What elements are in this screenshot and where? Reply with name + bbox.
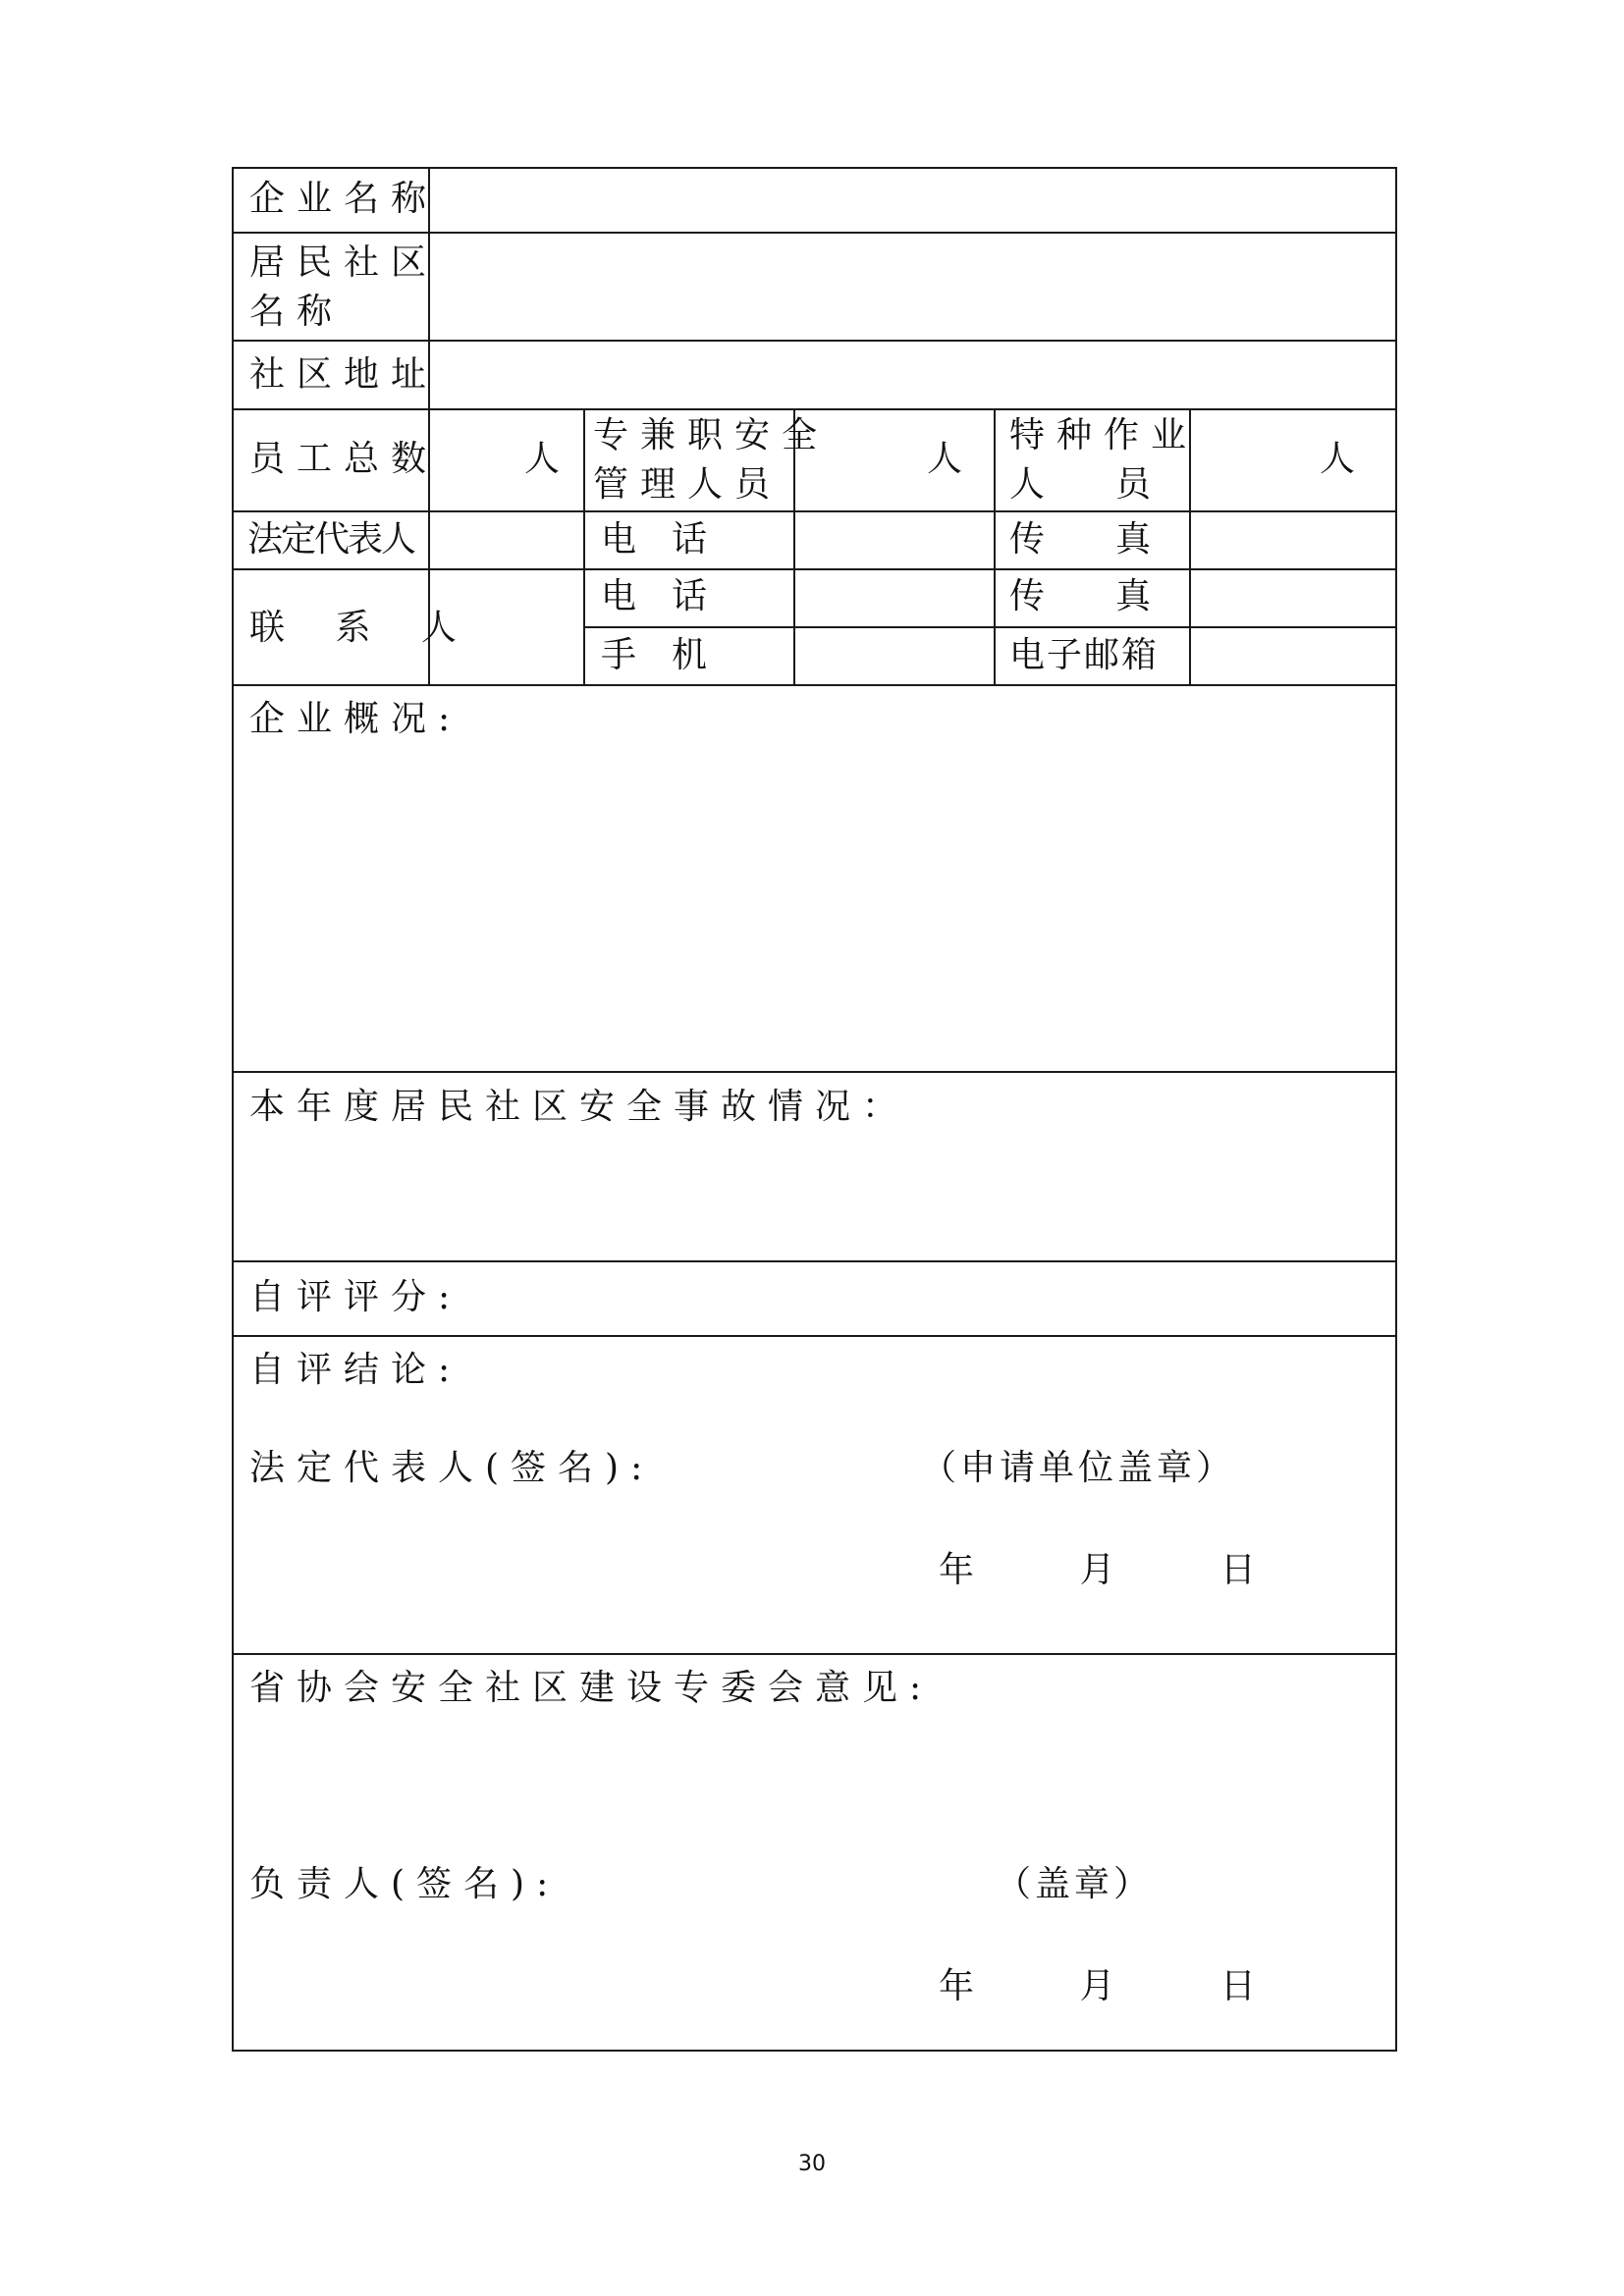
unit-person: 人: [927, 439, 963, 479]
rule: [232, 1071, 1397, 1073]
label-responsible-sign: 负责人(签名):: [249, 1864, 561, 1904]
rule: [232, 340, 1397, 342]
label-committee-opinion: 省协会安全社区建设专委会意见:: [249, 1668, 934, 1708]
label-contact: 联 系 人: [249, 608, 476, 648]
label-legal-rep: 法定代表人: [247, 519, 415, 560]
label-enterprise-name: 企业名称: [249, 179, 439, 219]
label-total-staff: 员工总数: [249, 439, 439, 479]
rule: [232, 167, 1397, 169]
rule: [1395, 167, 1397, 2052]
rule: [232, 510, 1397, 512]
rule: [232, 408, 1397, 410]
label-applicant-seal: （申请单位盖章）: [921, 1448, 1236, 1488]
rule: [232, 1335, 1397, 1337]
label-phone: 电 话: [601, 519, 708, 560]
page-number: 30: [798, 2152, 826, 2176]
label-special-workers: 特种作业: [1009, 415, 1199, 455]
label-special-workers-2: 人 员: [1009, 464, 1152, 505]
application-form-table: [232, 167, 1397, 2052]
label-self-score: 自评评分:: [249, 1277, 462, 1317]
rule: [232, 568, 1397, 570]
rule: [232, 167, 234, 2052]
label-phone: 电 话: [601, 576, 708, 616]
rule: [232, 2050, 1397, 2052]
label-community-address: 社区地址: [249, 354, 439, 395]
label-date: 年 月 日: [939, 1966, 1275, 2006]
rule: [232, 1653, 1397, 1655]
rule: [232, 684, 1397, 686]
rule: [232, 232, 1397, 234]
label-legal-rep-sign: 法定代表人(签名):: [249, 1448, 655, 1488]
label-community-name-2: 名称: [249, 292, 345, 332]
label-fax: 传 真: [1009, 576, 1152, 616]
label-accidents: 本年度居民社区安全事故情况：: [249, 1087, 910, 1127]
label-date: 年 月 日: [939, 1550, 1275, 1590]
label-overview: 企业概况:: [249, 699, 462, 739]
rule: [232, 1260, 1397, 1262]
rule: [583, 626, 1397, 628]
label-mobile: 手 机: [601, 635, 708, 675]
label-self-conclusion: 自评结论:: [249, 1350, 462, 1390]
label-safety-staff-2: 管理人员: [593, 464, 783, 505]
unit-person: 人: [1320, 439, 1356, 479]
label-seal: （盖章）: [996, 1864, 1154, 1904]
label-community-name: 居民社区: [249, 242, 439, 283]
rule: [994, 408, 996, 684]
label-fax: 传 真: [1009, 519, 1152, 560]
label-safety-staff: 专兼职安全: [593, 415, 830, 455]
unit-person: 人: [524, 439, 561, 479]
rule: [583, 408, 585, 684]
label-email: 电子邮箱: [1009, 635, 1160, 675]
